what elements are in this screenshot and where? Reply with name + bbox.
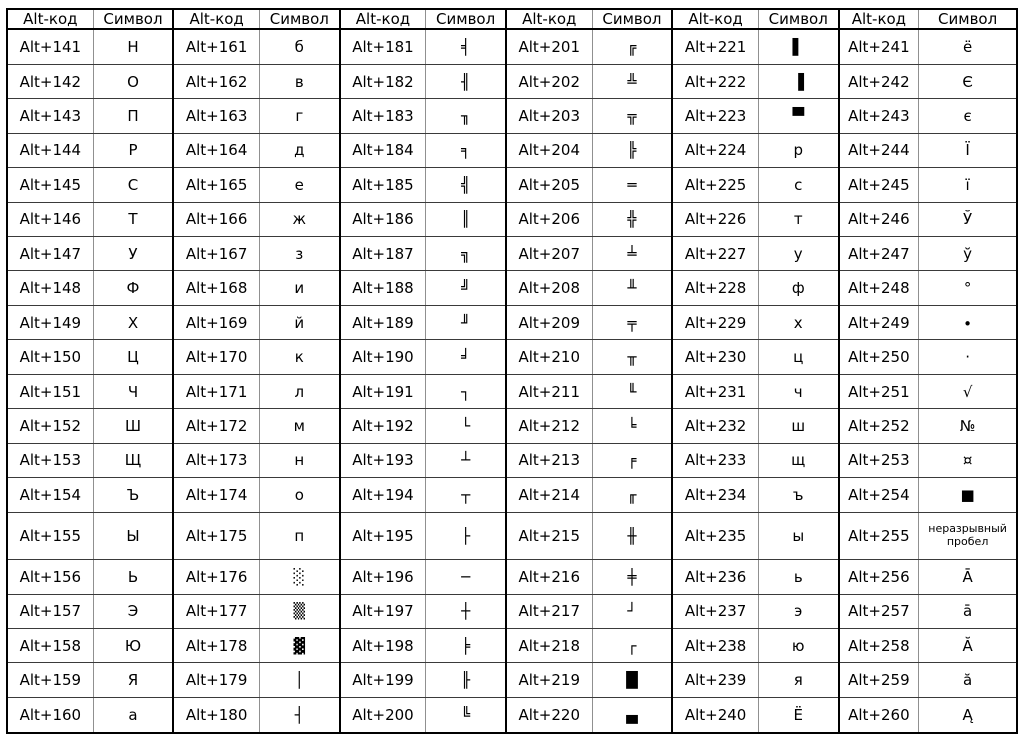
alt-code-cell: Alt+209 bbox=[506, 305, 592, 339]
alt-code-cell: Alt+202 bbox=[506, 64, 592, 98]
symbol-cell: Х bbox=[93, 305, 173, 339]
alt-code-cell: Alt+193 bbox=[340, 443, 426, 477]
alt-code-cell: Alt+189 bbox=[340, 305, 426, 339]
table-row bbox=[7, 168, 1017, 202]
symbol-cell: П bbox=[93, 99, 173, 133]
symbol-cell: ╛ bbox=[426, 340, 506, 374]
symbol-cell: я bbox=[758, 663, 838, 697]
symbol-cell: ю bbox=[758, 629, 838, 663]
symbol-cell: Ч bbox=[93, 374, 173, 408]
symbol-cell: Ё bbox=[758, 697, 838, 733]
alt-code-cell: Alt+250 bbox=[839, 340, 919, 374]
symbol-cell: Ă bbox=[919, 629, 1017, 663]
symbol-cell: а bbox=[93, 697, 173, 733]
symbol-cell: ă bbox=[919, 663, 1017, 697]
alt-code-cell: Alt+206 bbox=[506, 202, 592, 236]
symbol-cell: ╧ bbox=[592, 237, 672, 271]
alt-code-cell: Alt+142 bbox=[7, 64, 93, 98]
alt-code-cell: Alt+237 bbox=[672, 594, 758, 628]
column-header-symbol: Символ bbox=[919, 9, 1017, 29]
table-row bbox=[7, 594, 1017, 628]
alt-code-cell: Alt+228 bbox=[672, 271, 758, 305]
alt-code-cell: Alt+235 bbox=[672, 512, 758, 560]
alt-code-cell: Alt+171 bbox=[173, 374, 259, 408]
alt-code-cell: Alt+148 bbox=[7, 271, 93, 305]
alt-codes-table bbox=[6, 8, 1018, 734]
symbol-cell: ╥ bbox=[592, 340, 672, 374]
alt-code-cell: Alt+230 bbox=[672, 340, 758, 374]
symbol-cell: Ю bbox=[93, 629, 173, 663]
alt-code-cell: Alt+203 bbox=[506, 99, 592, 133]
table-row bbox=[7, 560, 1017, 594]
symbol-cell: ╗ bbox=[426, 237, 506, 271]
alt-code-cell: Alt+181 bbox=[340, 29, 426, 64]
alt-code-cell: Alt+177 bbox=[173, 594, 259, 628]
alt-code-cell: Alt+233 bbox=[672, 443, 758, 477]
symbol-cell: ┬ bbox=[426, 478, 506, 512]
symbol-cell: ░ bbox=[259, 560, 339, 594]
symbol-cell: ┤ bbox=[259, 697, 339, 733]
symbol-cell: Ф bbox=[93, 271, 173, 305]
symbol-cell: █ bbox=[592, 663, 672, 697]
alt-code-cell: Alt+215 bbox=[506, 512, 592, 560]
alt-code-cell: Alt+195 bbox=[340, 512, 426, 560]
symbol-cell: ┘ bbox=[592, 594, 672, 628]
symbol-cell: ▐ bbox=[758, 64, 838, 98]
alt-code-cell: Alt+155 bbox=[7, 512, 93, 560]
symbol-cell: ├ bbox=[426, 512, 506, 560]
symbol-cell: Н bbox=[93, 29, 173, 64]
table-row bbox=[7, 271, 1017, 305]
alt-code-cell: Alt+246 bbox=[839, 202, 919, 236]
symbol-cell: п bbox=[259, 512, 339, 560]
alt-code-cell: Alt+212 bbox=[506, 409, 592, 443]
alt-code-cell: Alt+242 bbox=[839, 64, 919, 98]
symbol-cell: в bbox=[259, 64, 339, 98]
alt-code-cell: Alt+256 bbox=[839, 560, 919, 594]
alt-code-cell: Alt+251 bbox=[839, 374, 919, 408]
alt-code-cell: Alt+175 bbox=[173, 512, 259, 560]
alt-code-cell: Alt+153 bbox=[7, 443, 93, 477]
symbol-cell: е bbox=[259, 168, 339, 202]
symbol-cell: ╢ bbox=[426, 64, 506, 98]
alt-code-cell: Alt+174 bbox=[173, 478, 259, 512]
symbol-cell: О bbox=[93, 64, 173, 98]
symbol-cell: є bbox=[919, 99, 1017, 133]
alt-code-cell: Alt+252 bbox=[839, 409, 919, 443]
table-row bbox=[7, 409, 1017, 443]
symbol-cell: Я bbox=[93, 663, 173, 697]
symbol-cell: ч bbox=[758, 374, 838, 408]
alt-code-cell: Alt+245 bbox=[839, 168, 919, 202]
alt-code-cell: Alt+213 bbox=[506, 443, 592, 477]
alt-code-cell: Alt+247 bbox=[839, 237, 919, 271]
column-header-symbol: Символ bbox=[259, 9, 339, 29]
header-row bbox=[7, 9, 1017, 29]
alt-code-cell: Alt+185 bbox=[340, 168, 426, 202]
symbol-cell: ё bbox=[919, 29, 1017, 64]
alt-code-cell: Alt+226 bbox=[672, 202, 758, 236]
table-row bbox=[7, 443, 1017, 477]
alt-code-cell: Alt+154 bbox=[7, 478, 93, 512]
alt-code-cell: Alt+241 bbox=[839, 29, 919, 64]
symbol-cell: ╪ bbox=[592, 560, 672, 594]
symbol-cell: э bbox=[758, 594, 838, 628]
table-row bbox=[7, 202, 1017, 236]
alt-code-cell: Alt+253 bbox=[839, 443, 919, 477]
alt-code-cell: Alt+184 bbox=[340, 133, 426, 167]
alt-code-cell: Alt+150 bbox=[7, 340, 93, 374]
alt-code-cell: Alt+143 bbox=[7, 99, 93, 133]
alt-code-cell: Alt+194 bbox=[340, 478, 426, 512]
alt-code-cell: Alt+217 bbox=[506, 594, 592, 628]
symbol-cell: м bbox=[259, 409, 339, 443]
symbol-cell: ┐ bbox=[426, 374, 506, 408]
symbol-cell: х bbox=[758, 305, 838, 339]
table-row bbox=[7, 663, 1017, 697]
symbol-cell: ╖ bbox=[426, 99, 506, 133]
table-row bbox=[7, 64, 1017, 98]
alt-code-cell: Alt+238 bbox=[672, 629, 758, 663]
symbol-cell: Э bbox=[93, 594, 173, 628]
alt-code-cell: Alt+191 bbox=[340, 374, 426, 408]
symbol-cell: н bbox=[259, 443, 339, 477]
symbol-cell: ─ bbox=[426, 560, 506, 594]
symbol-cell: щ bbox=[758, 443, 838, 477]
table-row bbox=[7, 99, 1017, 133]
symbol-cell: ╓ bbox=[592, 478, 672, 512]
symbol-cell: к bbox=[259, 340, 339, 374]
symbol-cell: ╝ bbox=[426, 271, 506, 305]
symbol-cell: б bbox=[259, 29, 339, 64]
symbol-cell: ╒ bbox=[592, 443, 672, 477]
symbol-cell: ╔ bbox=[592, 29, 672, 64]
alt-code-cell: Alt+225 bbox=[672, 168, 758, 202]
symbol-cell: г bbox=[259, 99, 339, 133]
symbol-cell: ┌ bbox=[592, 629, 672, 663]
alt-code-cell: Alt+236 bbox=[672, 560, 758, 594]
alt-code-cell: Alt+166 bbox=[173, 202, 259, 236]
symbol-cell: ╜ bbox=[426, 305, 506, 339]
symbol-cell: ° bbox=[919, 271, 1017, 305]
alt-code-cell: Alt+249 bbox=[839, 305, 919, 339]
alt-code-cell: Alt+196 bbox=[340, 560, 426, 594]
alt-code-cell: Alt+161 bbox=[173, 29, 259, 64]
table-row bbox=[7, 237, 1017, 271]
table-row bbox=[7, 29, 1017, 64]
alt-code-cell: Alt+210 bbox=[506, 340, 592, 374]
symbol-cell: Ą bbox=[919, 697, 1017, 733]
column-header-code: Alt-код bbox=[506, 9, 592, 29]
alt-code-cell: Alt+243 bbox=[839, 99, 919, 133]
alt-code-cell: Alt+218 bbox=[506, 629, 592, 663]
column-header-symbol: Символ bbox=[592, 9, 672, 29]
symbol-cell: ╙ bbox=[592, 374, 672, 408]
alt-code-cell: Alt+220 bbox=[506, 697, 592, 733]
alt-code-cell: Alt+170 bbox=[173, 340, 259, 374]
alt-code-cell: Alt+240 bbox=[672, 697, 758, 733]
table-row bbox=[7, 697, 1017, 733]
symbol-cell: ╘ bbox=[592, 409, 672, 443]
alt-code-cell: Alt+205 bbox=[506, 168, 592, 202]
alt-code-cell: Alt+224 bbox=[672, 133, 758, 167]
symbol-cell: ╩ bbox=[592, 64, 672, 98]
alt-code-cell: Alt+160 bbox=[7, 697, 93, 733]
symbol-cell: У bbox=[93, 237, 173, 271]
symbol-cell: Є bbox=[919, 64, 1017, 98]
alt-code-cell: Alt+144 bbox=[7, 133, 93, 167]
symbol-cell: Ї bbox=[919, 133, 1017, 167]
column-header-symbol: Символ bbox=[426, 9, 506, 29]
symbol-cell: ▄ bbox=[592, 697, 672, 733]
table-row bbox=[7, 340, 1017, 374]
alt-code-cell: Alt+239 bbox=[672, 663, 758, 697]
symbol-cell: л bbox=[259, 374, 339, 408]
symbol-cell: ▓ bbox=[259, 629, 339, 663]
symbol-cell: ╣ bbox=[426, 168, 506, 202]
symbol-cell: о bbox=[259, 478, 339, 512]
column-header-code: Alt-код bbox=[839, 9, 919, 29]
symbol-cell: ї bbox=[919, 168, 1017, 202]
symbol-cell: ¤ bbox=[919, 443, 1017, 477]
symbol-cell: Ш bbox=[93, 409, 173, 443]
alt-code-cell: Alt+159 bbox=[7, 663, 93, 697]
alt-code-cell: Alt+173 bbox=[173, 443, 259, 477]
alt-code-cell: Alt+183 bbox=[340, 99, 426, 133]
alt-code-cell: Alt+147 bbox=[7, 237, 93, 271]
symbol-cell: ф bbox=[758, 271, 838, 305]
alt-code-cell: Alt+234 bbox=[672, 478, 758, 512]
symbol-cell: ║ bbox=[426, 202, 506, 236]
symbol-cell: Т bbox=[93, 202, 173, 236]
symbol-cell: └ bbox=[426, 409, 506, 443]
column-header-symbol: Символ bbox=[93, 9, 173, 29]
table-row bbox=[7, 512, 1017, 560]
symbol-cell: у bbox=[758, 237, 838, 271]
alt-code-cell: Alt+216 bbox=[506, 560, 592, 594]
alt-code-cell: Alt+260 bbox=[839, 697, 919, 733]
symbol-cell: Щ bbox=[93, 443, 173, 477]
symbol-cell: С bbox=[93, 168, 173, 202]
alt-code-cell: Alt+254 bbox=[839, 478, 919, 512]
alt-code-cell: Alt+180 bbox=[173, 697, 259, 733]
table-row bbox=[7, 133, 1017, 167]
symbol-cell: ╠ bbox=[592, 133, 672, 167]
symbol-cell: ╬ bbox=[592, 202, 672, 236]
symbol-cell: Р bbox=[93, 133, 173, 167]
symbol-cell: │ bbox=[259, 663, 339, 697]
alt-code-cell: Alt+168 bbox=[173, 271, 259, 305]
symbol-cell: й bbox=[259, 305, 339, 339]
symbol-cell: ═ bbox=[592, 168, 672, 202]
symbol-cell: з bbox=[259, 237, 339, 271]
alt-code-cell: Alt+232 bbox=[672, 409, 758, 443]
symbol-cell: Ь bbox=[93, 560, 173, 594]
alt-code-cell: Alt+156 bbox=[7, 560, 93, 594]
alt-code-cell: Alt+163 bbox=[173, 99, 259, 133]
symbol-cell: ╨ bbox=[592, 271, 672, 305]
symbol-cell: неразрывный пробел bbox=[919, 512, 1017, 560]
symbol-cell: т bbox=[758, 202, 838, 236]
alt-code-cell: Alt+214 bbox=[506, 478, 592, 512]
symbol-cell: Ъ bbox=[93, 478, 173, 512]
alt-code-cell: Alt+231 bbox=[672, 374, 758, 408]
alt-code-cell: Alt+190 bbox=[340, 340, 426, 374]
table-header bbox=[7, 9, 1017, 29]
symbol-cell: ╟ bbox=[426, 663, 506, 697]
alt-code-cell: Alt+208 bbox=[506, 271, 592, 305]
alt-code-cell: Alt+149 bbox=[7, 305, 93, 339]
column-header-code: Alt-код bbox=[340, 9, 426, 29]
symbol-cell: с bbox=[758, 168, 838, 202]
alt-code-cell: Alt+244 bbox=[839, 133, 919, 167]
symbol-cell: и bbox=[259, 271, 339, 305]
symbol-cell: ╚ bbox=[426, 697, 506, 733]
alt-code-cell: Alt+146 bbox=[7, 202, 93, 236]
alt-code-cell: Alt+158 bbox=[7, 629, 93, 663]
alt-code-cell: Alt+200 bbox=[340, 697, 426, 733]
alt-code-cell: Alt+198 bbox=[340, 629, 426, 663]
symbol-cell: ┴ bbox=[426, 443, 506, 477]
symbol-cell: д bbox=[259, 133, 339, 167]
symbol-cell: ┼ bbox=[426, 594, 506, 628]
alt-code-cell: Alt+151 bbox=[7, 374, 93, 408]
alt-code-cell: Alt+204 bbox=[506, 133, 592, 167]
symbol-cell: ╦ bbox=[592, 99, 672, 133]
symbol-cell: ў bbox=[919, 237, 1017, 271]
alt-code-cell: Alt+222 bbox=[672, 64, 758, 98]
alt-code-cell: Alt+221 bbox=[672, 29, 758, 64]
alt-code-cell: Alt+219 bbox=[506, 663, 592, 697]
symbol-cell: ╞ bbox=[426, 629, 506, 663]
alt-code-cell: Alt+248 bbox=[839, 271, 919, 305]
symbol-cell: ▀ bbox=[758, 99, 838, 133]
alt-code-cell: Alt+157 bbox=[7, 594, 93, 628]
symbol-cell: ╤ bbox=[592, 305, 672, 339]
symbol-cell: ъ bbox=[758, 478, 838, 512]
alt-code-cell: Alt+229 bbox=[672, 305, 758, 339]
alt-code-cell: Alt+152 bbox=[7, 409, 93, 443]
symbol-cell: ы bbox=[758, 512, 838, 560]
alt-code-cell: Alt+169 bbox=[173, 305, 259, 339]
alt-code-cell: Alt+199 bbox=[340, 663, 426, 697]
symbol-cell: · bbox=[919, 340, 1017, 374]
alt-code-cell: Alt+176 bbox=[173, 560, 259, 594]
alt-code-cell: Alt+167 bbox=[173, 237, 259, 271]
symbol-cell: ā bbox=[919, 594, 1017, 628]
alt-code-cell: Alt+257 bbox=[839, 594, 919, 628]
alt-code-cell: Alt+164 bbox=[173, 133, 259, 167]
alt-code-cell: Alt+145 bbox=[7, 168, 93, 202]
alt-code-cell: Alt+207 bbox=[506, 237, 592, 271]
symbol-cell: √ bbox=[919, 374, 1017, 408]
symbol-cell: ц bbox=[758, 340, 838, 374]
alt-code-cell: Alt+187 bbox=[340, 237, 426, 271]
alt-code-cell: Alt+179 bbox=[173, 663, 259, 697]
symbol-cell: ь bbox=[758, 560, 838, 594]
symbol-cell: ж bbox=[259, 202, 339, 236]
column-header-code: Alt-код bbox=[672, 9, 758, 29]
alt-code-cell: Alt+178 bbox=[173, 629, 259, 663]
alt-code-cell: Alt+172 bbox=[173, 409, 259, 443]
alt-code-cell: Alt+197 bbox=[340, 594, 426, 628]
symbol-cell: Ā bbox=[919, 560, 1017, 594]
alt-code-cell: Alt+165 bbox=[173, 168, 259, 202]
alt-code-cell: Alt+201 bbox=[506, 29, 592, 64]
alt-code-cell: Alt+258 bbox=[839, 629, 919, 663]
alt-code-cell: Alt+188 bbox=[340, 271, 426, 305]
symbol-cell: р bbox=[758, 133, 838, 167]
symbol-cell: ▌ bbox=[758, 29, 838, 64]
alt-code-cell: Alt+192 bbox=[340, 409, 426, 443]
symbol-cell: ╫ bbox=[592, 512, 672, 560]
alt-code-cell: Alt+211 bbox=[506, 374, 592, 408]
alt-code-cell: Alt+255 bbox=[839, 512, 919, 560]
symbol-cell: ╕ bbox=[426, 133, 506, 167]
symbol-cell: Ы bbox=[93, 512, 173, 560]
alt-code-cell: Alt+223 bbox=[672, 99, 758, 133]
symbol-cell: ш bbox=[758, 409, 838, 443]
symbol-cell: ■ bbox=[919, 478, 1017, 512]
alt-code-cell: Alt+141 bbox=[7, 29, 93, 64]
table-row bbox=[7, 374, 1017, 408]
alt-code-cell: Alt+259 bbox=[839, 663, 919, 697]
alt-code-cell: Alt+182 bbox=[340, 64, 426, 98]
column-header-symbol: Символ bbox=[758, 9, 838, 29]
alt-code-cell: Alt+227 bbox=[672, 237, 758, 271]
table-row bbox=[7, 305, 1017, 339]
table-row bbox=[7, 478, 1017, 512]
symbol-cell: ∙ bbox=[919, 305, 1017, 339]
column-header-code: Alt-код bbox=[173, 9, 259, 29]
column-header-code: Alt-код bbox=[7, 9, 93, 29]
table-body bbox=[7, 29, 1017, 733]
alt-code-cell: Alt+162 bbox=[173, 64, 259, 98]
alt-code-cell: Alt+186 bbox=[340, 202, 426, 236]
symbol-cell: ▒ bbox=[259, 594, 339, 628]
symbol-cell: Ў bbox=[919, 202, 1017, 236]
symbol-cell: № bbox=[919, 409, 1017, 443]
symbol-cell: Ц bbox=[93, 340, 173, 374]
table-row bbox=[7, 629, 1017, 663]
symbol-cell: ╡ bbox=[426, 29, 506, 64]
